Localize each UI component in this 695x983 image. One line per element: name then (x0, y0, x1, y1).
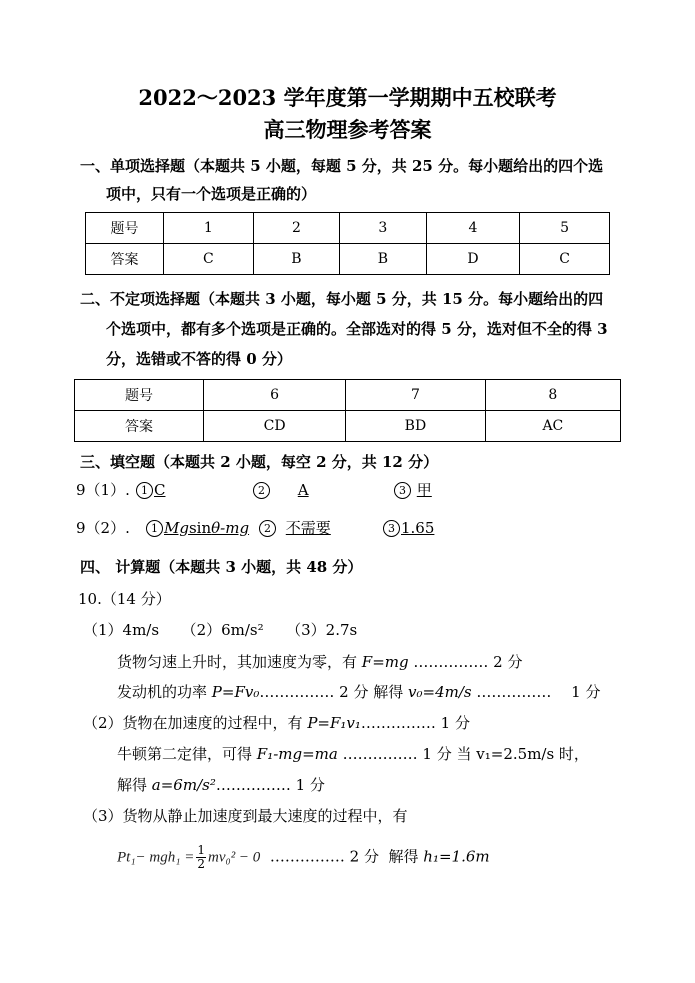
score: …………… 2 分 (259, 683, 369, 701)
table-cell: 3 (340, 213, 426, 244)
table-row (75, 380, 621, 411)
circled-number-2: 2 (259, 520, 276, 537)
answer-part: θ-mg (211, 519, 250, 537)
score: …………… 1 分 (360, 714, 470, 732)
table-cell: 5 (520, 213, 610, 244)
section1-answer-table (85, 212, 610, 275)
circled-number-1: 1 (146, 520, 163, 537)
table-cell: 1 (164, 213, 254, 244)
table-row (86, 213, 610, 244)
q9-2-label: 9（2）. (76, 519, 130, 537)
score: …………… 2 分 (413, 653, 523, 671)
table-cell: C (164, 244, 254, 275)
q10-line-4 (117, 744, 589, 764)
equation: v₀=4m/s (408, 683, 472, 701)
q9-1-label: 9（1）. (76, 481, 130, 499)
q10-line-2 (117, 682, 600, 702)
table-row (86, 244, 610, 275)
table-row (75, 411, 621, 442)
circled-number-3: 3 (383, 520, 400, 537)
table-cell: 4 (426, 213, 520, 244)
table-cell: B (253, 244, 339, 275)
answer-value (164, 519, 249, 537)
table-cell: 6 (204, 380, 346, 411)
row-label: 题号 (86, 213, 164, 244)
q10-line-7 (117, 844, 490, 871)
answer-value: 1.65 (401, 519, 435, 537)
equation: P=F₁v₁ (307, 714, 361, 732)
fraction (196, 844, 206, 871)
section1-heading-line1: 一、单项选择题（本题共 5 小题，每题 5 分，共 25 分。每小题给出的四个选 (80, 157, 604, 175)
q10-line-1 (117, 652, 522, 672)
text: 解得 (117, 776, 148, 794)
fraction-numerator: 1 (197, 843, 205, 857)
table-cell: 7 (346, 380, 486, 411)
score: …………… 1 分 (215, 776, 325, 794)
q10-label: 10.（14 分） (78, 590, 171, 608)
answer-value: 甲 (416, 481, 432, 499)
equation: Pt₁− mgh₁ = (117, 849, 195, 866)
table-cell: BD (346, 411, 486, 442)
text: 货物匀速上升时，其加速度为零，有 (117, 653, 358, 671)
q10-line-6: （3）货物从静止加速度到最大速度的过程中，有 (83, 807, 408, 825)
page-title: 2022～2023 学年度第一学期期中五校联考 (138, 85, 557, 110)
equation: P=Fv₀ (211, 683, 260, 701)
section3-heading: 三、填空题（本题共 2 小题，每空 2 分，共 12 分） (80, 453, 439, 471)
fraction-denominator: 2 (197, 857, 205, 871)
q9-1-line (76, 480, 130, 500)
circled-number-3: 3 (394, 482, 411, 499)
q10-line-3 (83, 713, 470, 733)
row-label: 答案 (86, 244, 164, 275)
circled-number-1: 1 (136, 482, 153, 499)
score: …………… 2 分 (269, 847, 379, 866)
table-cell: AC (485, 411, 620, 442)
q10-summary: （1）4m/s （2）6m/s² （3）2.7s (83, 621, 358, 639)
table-cell: D (426, 244, 520, 275)
answer-value: A (297, 481, 309, 499)
condition: v₁=2.5m/s 时， (476, 745, 589, 763)
q9-1-answer-3 (394, 480, 452, 500)
equation: F=mg (361, 653, 409, 671)
text: 解得 (388, 847, 419, 866)
page-subtitle: 高三物理参考答案 (263, 117, 432, 142)
answer-value: 不需要 (285, 519, 331, 537)
text: 牛顿第二定律，可得 (117, 745, 253, 763)
text: 解得 (373, 683, 404, 701)
q9-2-answer-1 (146, 518, 249, 538)
row-label: 答案 (75, 411, 204, 442)
q9-2-answer-2 (259, 518, 335, 538)
answer-part: sin (188, 519, 212, 537)
equation: h₁=1.6m (423, 847, 490, 866)
equation: F₁-mg=ma (256, 745, 338, 763)
equation: mv₀² − 0 (207, 849, 261, 866)
equation: a=6m/s² (151, 776, 216, 794)
text: （2）货物在加速度的过程中，有 (83, 714, 303, 732)
score: …………… 1 分 当 (342, 745, 472, 763)
table-cell: B (340, 244, 426, 275)
row-label: 题号 (75, 380, 204, 411)
section1-heading-line2: 项中，只有一个选项是正确的） (106, 185, 317, 203)
table-cell: 2 (253, 213, 339, 244)
table-cell: CD (204, 411, 346, 442)
q9-2-line (76, 518, 130, 538)
text: 发动机的功率 (117, 683, 208, 701)
q10-line-5 (117, 775, 325, 795)
score: …………… 1 分 (476, 683, 601, 701)
table-cell: 8 (485, 380, 620, 411)
table-cell: C (520, 244, 610, 275)
section2-answer-table (74, 379, 621, 442)
section4-heading: 四、 计算题（本题共 3 小题，共 48 分） (80, 558, 363, 576)
q9-2-answer-3 (383, 518, 450, 538)
section2-heading-line3: 分，选错或不答的得 0 分） (106, 350, 292, 368)
answer-part: Mg (164, 519, 189, 537)
q9-1-answer-1 (136, 480, 185, 500)
circled-number-2: 2 (253, 482, 270, 499)
q9-1-answer-2 (253, 480, 331, 500)
section2-heading-line1: 二、不定项选择题（本题共 3 小题，每小题 5 分，共 15 分。每小题给出的四 (80, 290, 604, 308)
section2-heading-line2: 个选项中，都有多个选项是正确的。全部选对的得 5 分，选对但不全的得 3 (106, 320, 608, 338)
answer-value: C (154, 481, 166, 499)
